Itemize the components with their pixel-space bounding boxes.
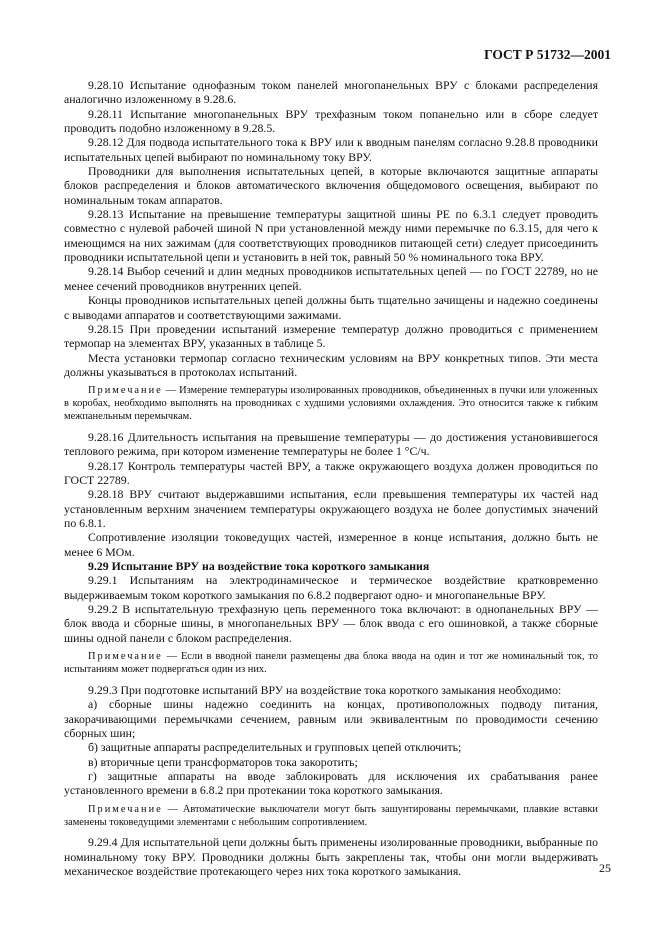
paragraph: 9.28.14 Выбор сечений и длин медных проводников испытательных цепей — по ГОСТ 22789, но не менее сечений проводников внутренних цепей. [64, 264, 598, 293]
paragraph: 9.29.3 При подготовке испытаний ВРУ на воздействие тока короткого замыкания необходимо: [88, 682, 562, 697]
document-header: ГОСТ Р 51732—2001 [484, 47, 611, 62]
paragraph: 9.29.1 Испытаниям на электродинамическое и термическое воздействие кратковременно выдерживаемым током короткого замыкания по 6.8.2 подвергают одно- и многопанельные ВРУ. [64, 573, 598, 602]
note-text: — Если в вводной панели размещены два блока ввода на один и тот же номинальный ток, то испытаниям может подвергаться один из них. [64, 651, 598, 675]
list-item: в) вторичные цепи трансформаторов тока закоротить; [88, 754, 358, 769]
paragraph: Концы проводников испытательных цепей должны быть тщательно зачищены и надежно соединены с выводами аппаратов и соответствующими зажимами. [64, 293, 598, 322]
list-item: г) защитные аппараты на вводе заблокировать для исключения их срабатывания ранее установленного времени в 6.8.2 при протекании тока короткого замыкания. [64, 768, 598, 798]
paragraph: 9.28.16 Длительность испытания на превышение температуры — до достижения установившегося теплового режима, при котором изменение температуры не более 1 °С/ч. [64, 429, 598, 459]
list-item: а) сборные шины надежно соединить на концах, противоположных подводу питания, закорачивающими перемычками сечением, равным или эквивалентным по проводимости сечению сборных шин; [64, 697, 598, 740]
note [64, 385, 598, 424]
note [64, 804, 598, 830]
paragraph: 9.29.2 В испытательную трехфазную цепь переменного тока включают: в однопанельных ВРУ — блок ввода и сборные шины, в многопанельных ВРУ — блок ввода с его ошиновкой, а также сборные шины одной панели с блоком распределения. [64, 602, 598, 645]
paragraph: 9.28.17 Контроль температуры частей ВРУ, а также окружающего воздуха должен проводиться по ГОСТ 22789. [64, 458, 598, 487]
paragraph: Места установки термопар согласно техническим условиям на ВРУ конкретных типов. Эти места должны указываться в протоколах испытаний. [64, 350, 598, 379]
note-text: — Измерение температуры изолированных проводников, объединенных в пучки или уложенных в коробах, необходимо выполнять на проводниках с худшими условиями охлаждения. Это относится также к гибким межпанельным перемычкам. [64, 385, 598, 423]
paragraph: 9.28.10 Испытание однофазным током панелей многопанельных ВРУ с блоками распределения аналогично изложенному в 9.28.6. [64, 78, 598, 107]
paragraph: 9.28.12 Для подвода испытательного тока к ВРУ или к вводным панелям согласно 9.28.8 проводники испытательных цепей выбирают по номинальному току ВРУ. [64, 135, 598, 164]
paragraph: 9.29.4 Для испытательной цепи должны быть применены изолированные проводники, выбранные по номинальному току ВРУ. Проводники должны быть закреплены так, чтобы они могли выдерживать механическое воздействие протекающего через них тока короткого замыкания. [64, 835, 598, 879]
section-heading: 9.29 Испытание ВРУ на воздействие тока короткого замыкания [88, 559, 430, 574]
note-text: — Автоматические выключатели могут быть зашунтированы перемычками, плавкие вставки заменены токоведущими элементами с небольшим сопротивлением. [64, 803, 598, 828]
page-number: 25 [599, 861, 611, 875]
note-label: Примечание [88, 651, 163, 663]
paragraph: Проводники для выполнения испытательных цепей, в которые включаются защитные аппараты блоков распределения и блоков автоматического включения общедомового освещения, выбирают по номинальным токам аппаратов. [64, 164, 598, 207]
note-label: Примечание [88, 803, 163, 815]
paragraph: 9.28.13 Испытание на превышение температуры защитной шины PE по 6.3.1 следует проводить совместно с нулевой рабочей шиной N при установленной между ними перемычке по 6.3.15, для чего к имеющимся на них зажимам (для соответствующих проводников питающей сети) следует присоединить проводники испытательной цепи и установить в ней ток, равный 50 % номинального тока ВРУ. [64, 207, 598, 265]
paragraph: Сопротивление изоляции токоведущих частей, измеренное в конце испытания, должно быть не менее 6 МОм. [64, 530, 598, 559]
list-item: б) защитные аппараты распределительных и групповых цепей отключить; [88, 740, 462, 755]
paragraph: 9.28.11 Испытание многопанельных ВРУ трехфазным током попанельно или в сборе следует проводить подобно изложенному в 9.28.5. [64, 106, 598, 136]
note [64, 651, 598, 677]
paragraph: 9.28.15 При проведении испытаний измерение температур должно проводиться с применением термопар на элементах ВРУ, указанных в таблице 5. [64, 321, 598, 351]
note-label: Примечание [88, 385, 163, 397]
page-body [64, 78, 598, 879]
paragraph: 9.28.18 ВРУ считают выдержавшими испытания, если превышения температуры их частей над установленным верхним значением температуры окружающего воздуха не более допустимых значений по 6.8.1. [64, 487, 598, 530]
